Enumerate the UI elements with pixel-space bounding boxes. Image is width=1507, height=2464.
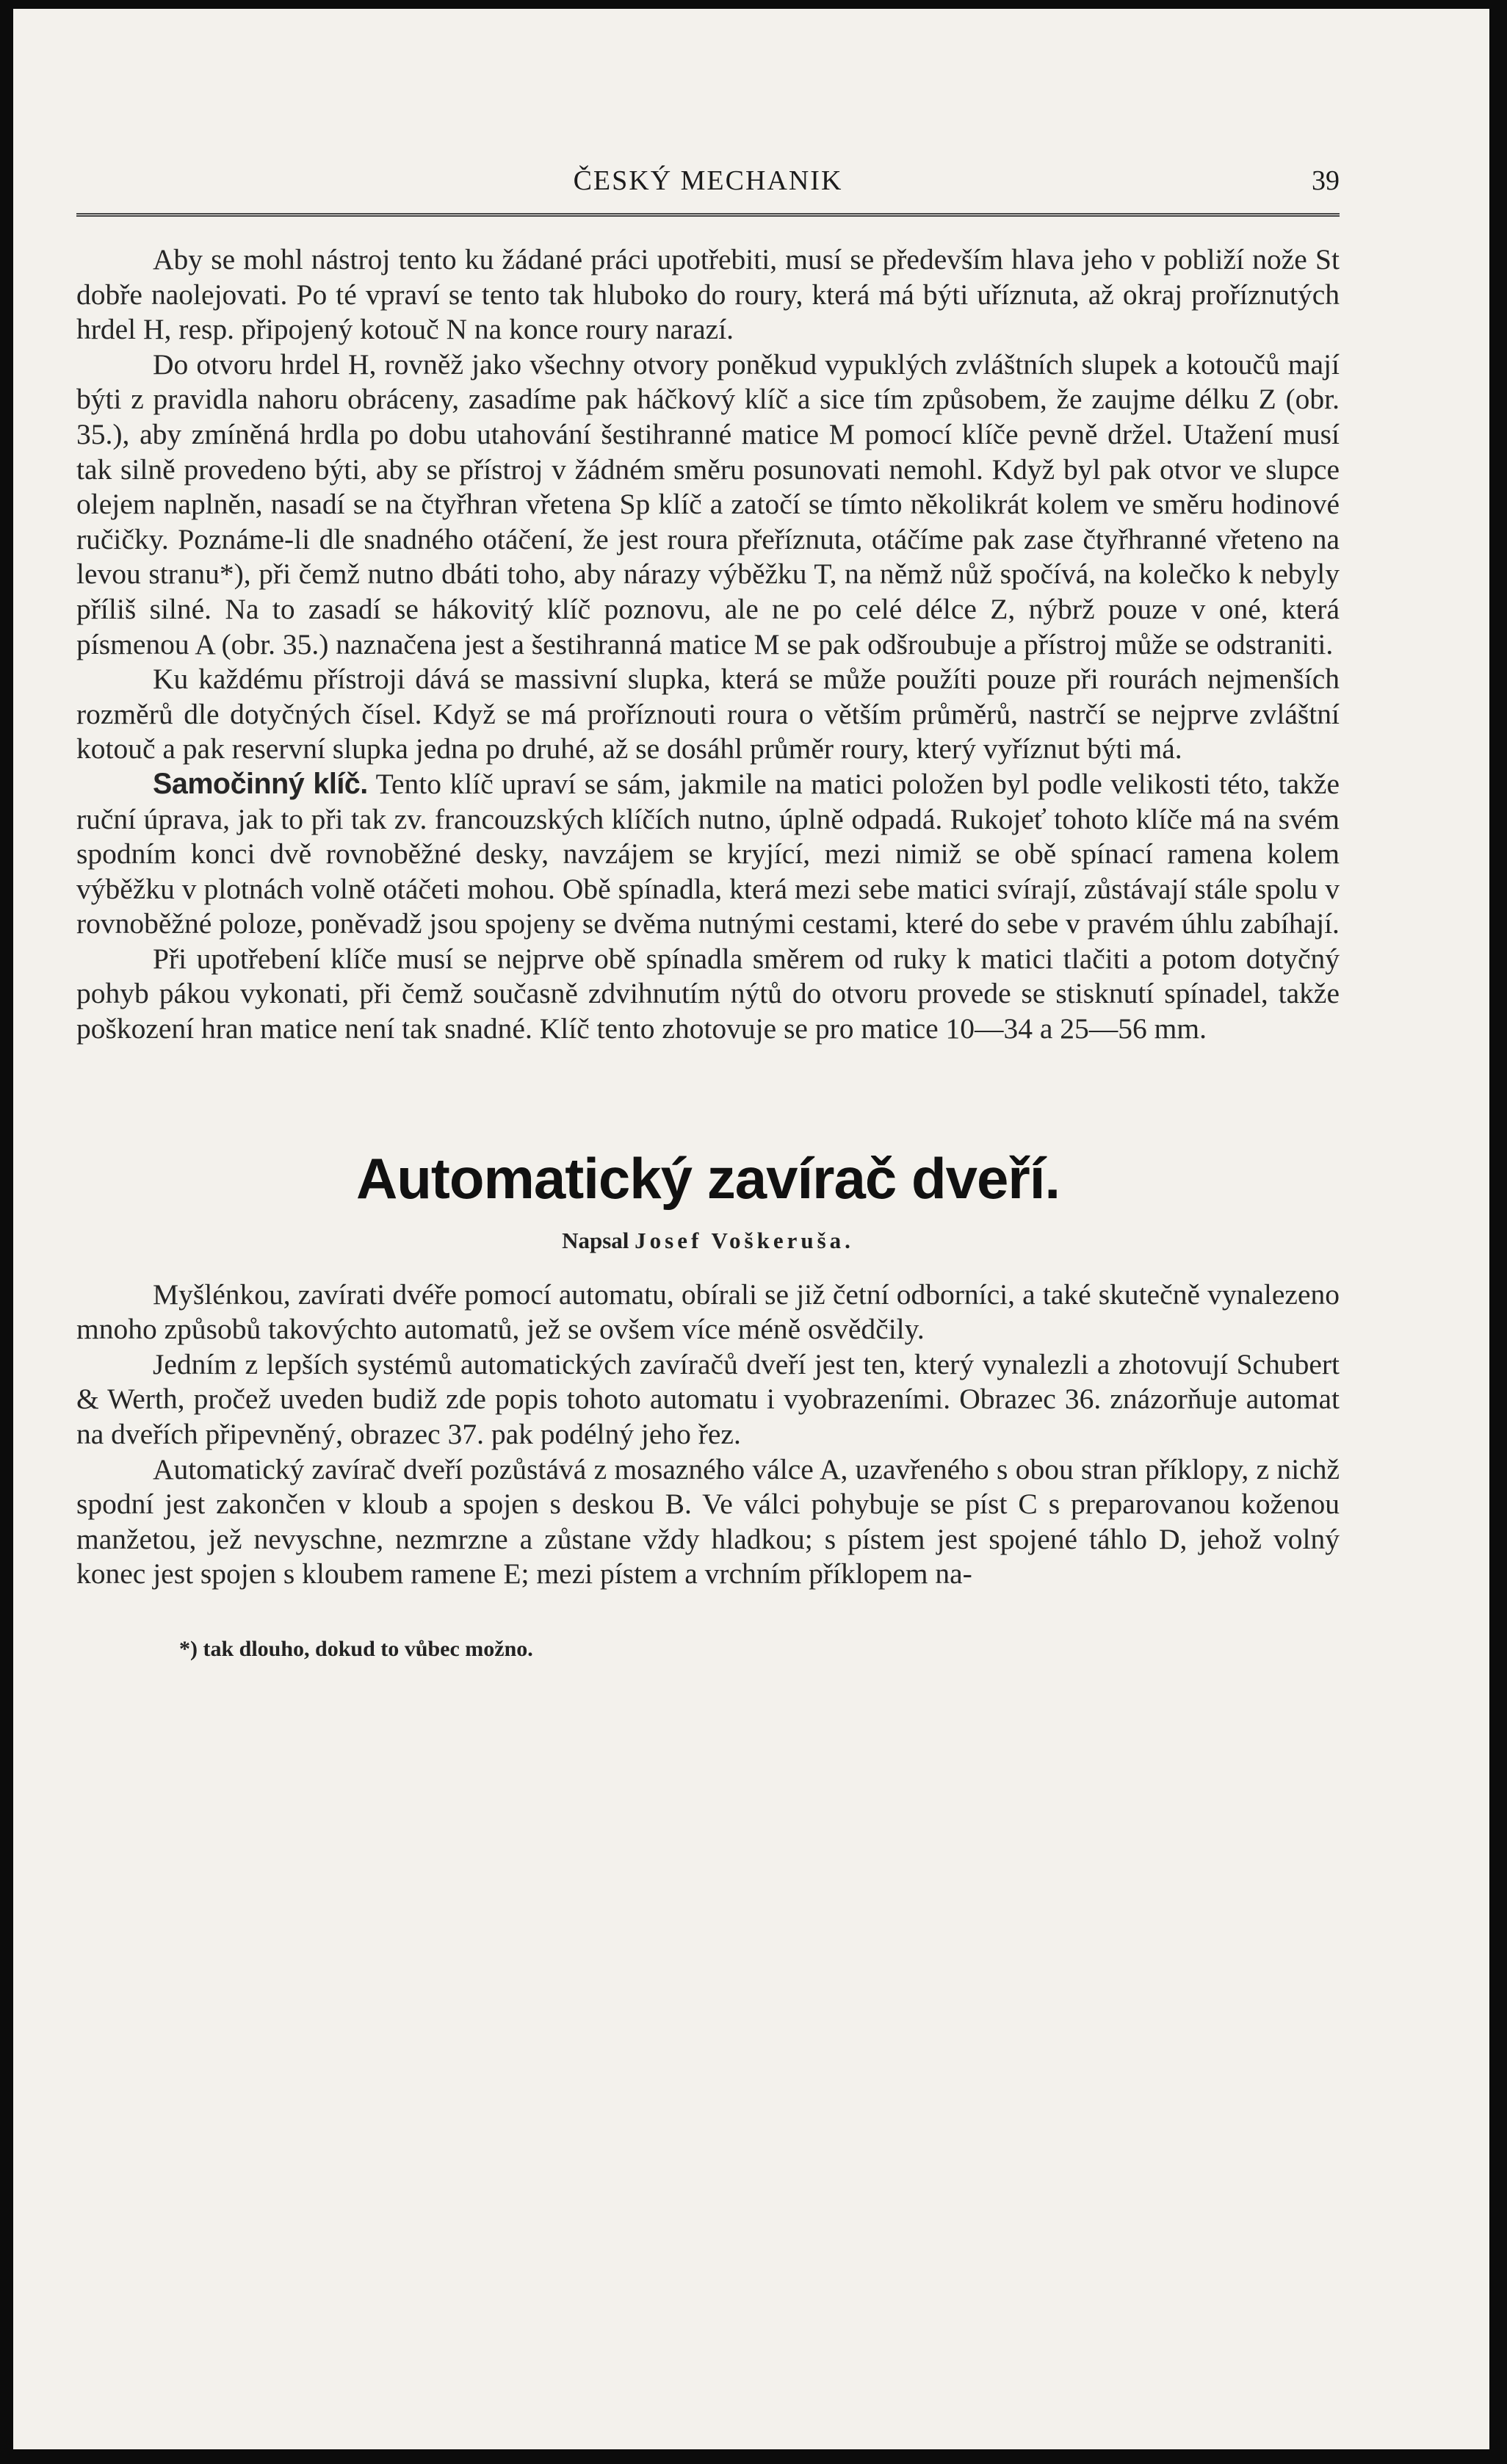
running-header [76,165,1340,209]
byline-author: Josef Voškeruša. [635,1227,854,1253]
article-title: Automatický zavírač dveří. [355,1145,1060,1211]
footnote: *) tak dlouho, dokud to vůbec možno. [179,1637,533,1661]
paragraph-samocinny [76,767,1340,942]
run-in-heading: Samočinný klíč. [153,767,368,800]
paragraph-text: Tento klíč upraví se sám, jakmile na matici položen byl podle velikosti této, takže ruční úprava, jak to při tak zv. francouzských klíčích nutno, úplně odpadá. Rukojeť tohoto klíče má na svém spodním konci dvě rovnoběžné desky, navzájem se kryjící, mezi nimiž se obě spínací ramena kolem výběžku v plotnách volně otáčeti mohou. Obě spínadla, která mezi sebe matici svírají, zůstávají stále spolu v rovnoběžné poloze, poněvadž jsou spojeny se dvěma nutnými cestami, které do sebe v pravém úhlu zabíhají. [76,767,1340,940]
paragraph: Při upotřebení klíče musí se nejprve obě spínadla směrem od ruky k matici tlačiti a potom dotyčný pohyb pákou vykonati, při čemž současně zdvihnutím nýtů do otvoru provede se stisknutí spínadel, takže poškození hran matice není tak snadné. Klíč tento zhotovuje se pro matice 10—34 a 25—56 mm. [76,942,1340,1045]
header-rule [76,213,1340,220]
page-number: 39 [1312,165,1340,196]
byline-prefix: Napsal [562,1227,629,1253]
paragraph: Automatický zavírač dveří pozůstává z mosazného válce A, uzavřeného s obou stran příklopy, z nichž spodní jest zakončen v kloub a spojen s deskou B. Ve válci pohybuje se píst C s preparovanou koženou manžetou, jež nevyschne, nezmrzne a zůstane vždy hladkou; s pístem jest spojené táhlo D, jehož volný konec jest spojen s kloubem ramene E; mezi pístem a vrchním příklopem na- [76,1452,1340,1591]
paragraph: Aby se mohl nástroj tento ku žádané práci upotřebiti, musí se především hlava jeho v pobliží nože St dobře naolejovati. Po té vpraví se tento tak hluboko do roury, která má býti uříznuta, až okraj proříznutých hrdel H, resp. připojený kotouč N na konce roury narazí. [76,243,1340,346]
journal-title: ČESKÝ MECHANIK [573,165,843,196]
paragraph: Do otvoru hrdel H, rovněž jako všechny otvory poněkud vypuklých zvláštních slupek a kotoučů mají býti z pravidla nahoru obráceny, zasadíme pak háčkový klíč a sice tím způsobem, že zaujme délku Z (obr. 35.), aby zmíněná hrdla po dobu utahování šestihranné matice M pomocí klíče pevně držel. Utažení musí tak silně provedeno býti, aby se přístroj v žádném směru posunovati nemohl. Když byl pak otvor ve slupce olejem naplněn, nasadí se na čtyřhran vřetena Sp klíč a zatočí se tímto několikrát kolem ve směru hodinové ručičky. Poznáme-li dle snadného otáčení, že jest roura přeříznuta, otáčíme pak zase čtyřhranné vřeteno na levou stranu*), při čemž nutno dbáti toho, aby nárazy výběžku T, na němž nůž spočívá, na kolečko k nebyly příliš silné. Na to zasadí se hákovitý klíč poznovu, ale ne po celé délce Z, nýbrž pouze v oné, která písmenou A (obr. 35.) naznačena jest a šestihranná matice M se pak odšroubuje a přístroj může se odstraniti. [76,347,1340,660]
body-text [76,242,1340,1667]
page [13,9,1489,2449]
paragraph: Jedním z lepších systémů automatických zavíračů dveří jest ten, který vynalezli a zhotovují Schubert & Werth, pročež uveden budiž zde popis tohoto automatu i vyobrazeními. Obrazec 36. znázorňuje automat na dveřích připevněný, obrazec 37. pak podélný jeho řez. [76,1347,1340,1451]
byline [76,1223,1340,1258]
paragraph: Ku každému přístroji dává se massivní slupka, která se může použíti pouze při rourách nejmenších rozměrů dle dotyčných čísel. Když se má proříznouti roura o větším průměrů, nastrčí se nejprve zvláštní kotouč a pak reservní slupka jedna po druhé, až se dosáhl průměr roury, který vyříznut býti má. [76,663,1340,766]
paragraph: Myšlénkou, zavírati dvéře pomocí automatu, obírali se již četní odborníci, a také skutečně vynalezeno mnoho způsobů takovýchto automatů, jež se ovšem více méně osvědčily. [76,1278,1340,1346]
